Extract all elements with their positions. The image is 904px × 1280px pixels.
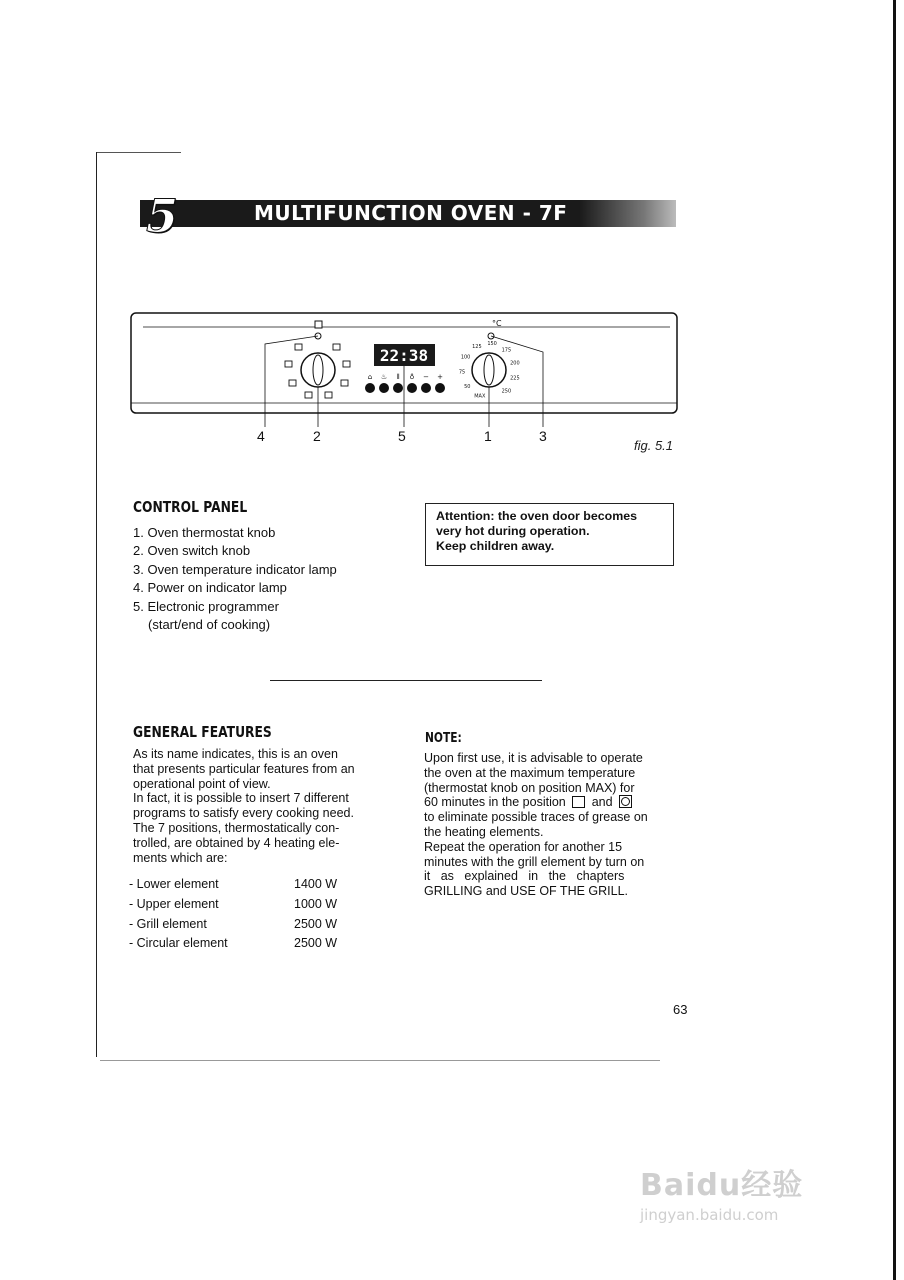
programmer-time: 22:38 [379, 346, 429, 365]
element-power: 1000 W [294, 896, 338, 911]
element-name: - Lower element [129, 877, 219, 891]
table-row [129, 897, 337, 917]
page-number: 63 [673, 1002, 688, 1017]
watermark-logo-text: Baidu经验 [640, 1168, 804, 1203]
text-line: the oven at the maximum temperature [424, 765, 636, 780]
programmer-button-symbols [368, 373, 443, 381]
programmer-button-symbol: ♨ [380, 373, 388, 381]
grill-mode-icon [619, 795, 632, 808]
control-panel-heading: CONTROL PANEL [133, 498, 248, 516]
text-fragment: 60 minutes in the position [424, 795, 566, 810]
frame-top-stub [96, 152, 181, 153]
text-line [424, 795, 674, 810]
heating-elements-table [129, 877, 337, 956]
figure-caption: fig. 5.1 [634, 438, 674, 453]
table-row [129, 877, 337, 897]
thermostat-scale-label: 175 [501, 347, 512, 354]
list-item: 4. Power on indicator lamp [133, 580, 287, 596]
text-line: it as explained in the chapters [424, 869, 625, 884]
watermark-url: jingyan.baidu.com [640, 1206, 779, 1224]
thermostat-scale-label: 225 [510, 375, 520, 382]
element-power: 2500 W [294, 916, 338, 931]
text-line: the heating elements. [424, 824, 544, 839]
list-item: 3. Oven temperature indicator lamp [133, 561, 337, 577]
thermostat-scale-label: 125 [472, 343, 482, 350]
page-edge [893, 0, 896, 1280]
programmer-button-symbol: ⌂ [367, 373, 373, 381]
text-line: trolled, are obtained by 4 heating ele- [133, 835, 340, 850]
table-row [129, 917, 337, 937]
programmer-button-symbol: + [437, 373, 443, 381]
text-fragment: and [591, 795, 613, 810]
callout-number: 4 [257, 428, 265, 444]
list-item: 5. Electronic programmer [133, 598, 279, 614]
frame-bottom-rule [100, 1060, 660, 1061]
callout-number: 1 [484, 428, 492, 444]
general-features-heading: GENERAL FEATURES [133, 723, 272, 741]
control-panel-list [133, 524, 337, 634]
callout-number: 2 [313, 428, 321, 444]
thermostat-scale-label: 75 [458, 369, 466, 376]
programmer-buttons [365, 383, 445, 393]
text-line: that presents particular features from an [133, 761, 355, 776]
text-line: ments which are: [133, 850, 228, 865]
text-line: to eliminate possible traces of grease on [424, 810, 648, 825]
list-item: 1. Oven thermostat knob [133, 525, 276, 540]
element-name: - Grill element [129, 916, 207, 931]
thermostat-scale-label: 150 [487, 341, 497, 348]
oven-mode-icon [572, 796, 585, 808]
attention-line: Keep children away. [436, 539, 555, 553]
text-line: programs to satisfy every cooking need. [133, 806, 354, 821]
text-line: As its name indicates, this is an oven [133, 747, 338, 761]
programmer-button-symbol: ⦀ [396, 373, 400, 381]
chapter-number: 5 [146, 189, 179, 243]
note-text [424, 751, 674, 899]
element-power: 1400 W [294, 877, 338, 891]
text-line: minutes with the grill element by turn on [424, 854, 645, 869]
table-row [129, 936, 337, 956]
programmer-button-symbol: − [423, 373, 429, 381]
list-item: (start/end of cooking) [148, 617, 271, 633]
text-line: (thermostat knob on position MAX) for [424, 780, 635, 795]
switch-knob [301, 353, 335, 387]
section-divider [270, 680, 542, 681]
text-line: GRILLING and USE OF THE GRILL. [424, 884, 629, 899]
thermostat-scale-label: 200 [510, 360, 520, 367]
note-heading: NOTE: [425, 731, 462, 746]
thermostat-unit: °C [492, 319, 502, 328]
programmer-button-symbol: ♁ [409, 373, 415, 381]
thermostat-scale-label: 50 [464, 384, 471, 391]
attention-box [425, 503, 674, 566]
page-title: MULTIFUNCTION OVEN - 7F [254, 201, 568, 225]
general-features-intro [133, 747, 383, 865]
attention-line: Attention: the oven door becomes [436, 509, 638, 523]
thermostat-scale-label: 100 [460, 354, 471, 361]
watermark [640, 1160, 803, 1224]
callout-number: 5 [398, 428, 406, 444]
text-line: The 7 positions, thermostatically con- [133, 820, 340, 835]
element-name: - Circular element [129, 936, 228, 951]
thermostat-knob [472, 353, 506, 387]
text-line: In fact, it is possible to insert 7 different [133, 791, 349, 806]
text-line: Repeat the operation for another 15 [424, 839, 623, 854]
attention-line: very hot during operation. [436, 524, 590, 538]
thermostat-scale-label: 250 [501, 388, 512, 395]
frame-left-rule [96, 152, 97, 1057]
text-line: operational point of view. [133, 776, 271, 791]
element-power: 2500 W [294, 936, 338, 951]
callout-number: 3 [539, 428, 547, 444]
list-item: 2. Oven switch knob [133, 543, 251, 559]
element-name: - Upper element [129, 896, 219, 911]
text-line: Upon first use, it is advisable to operate [424, 751, 643, 765]
power-lamp-icon [315, 321, 322, 328]
thermostat-scale-label: MAX [474, 393, 486, 400]
